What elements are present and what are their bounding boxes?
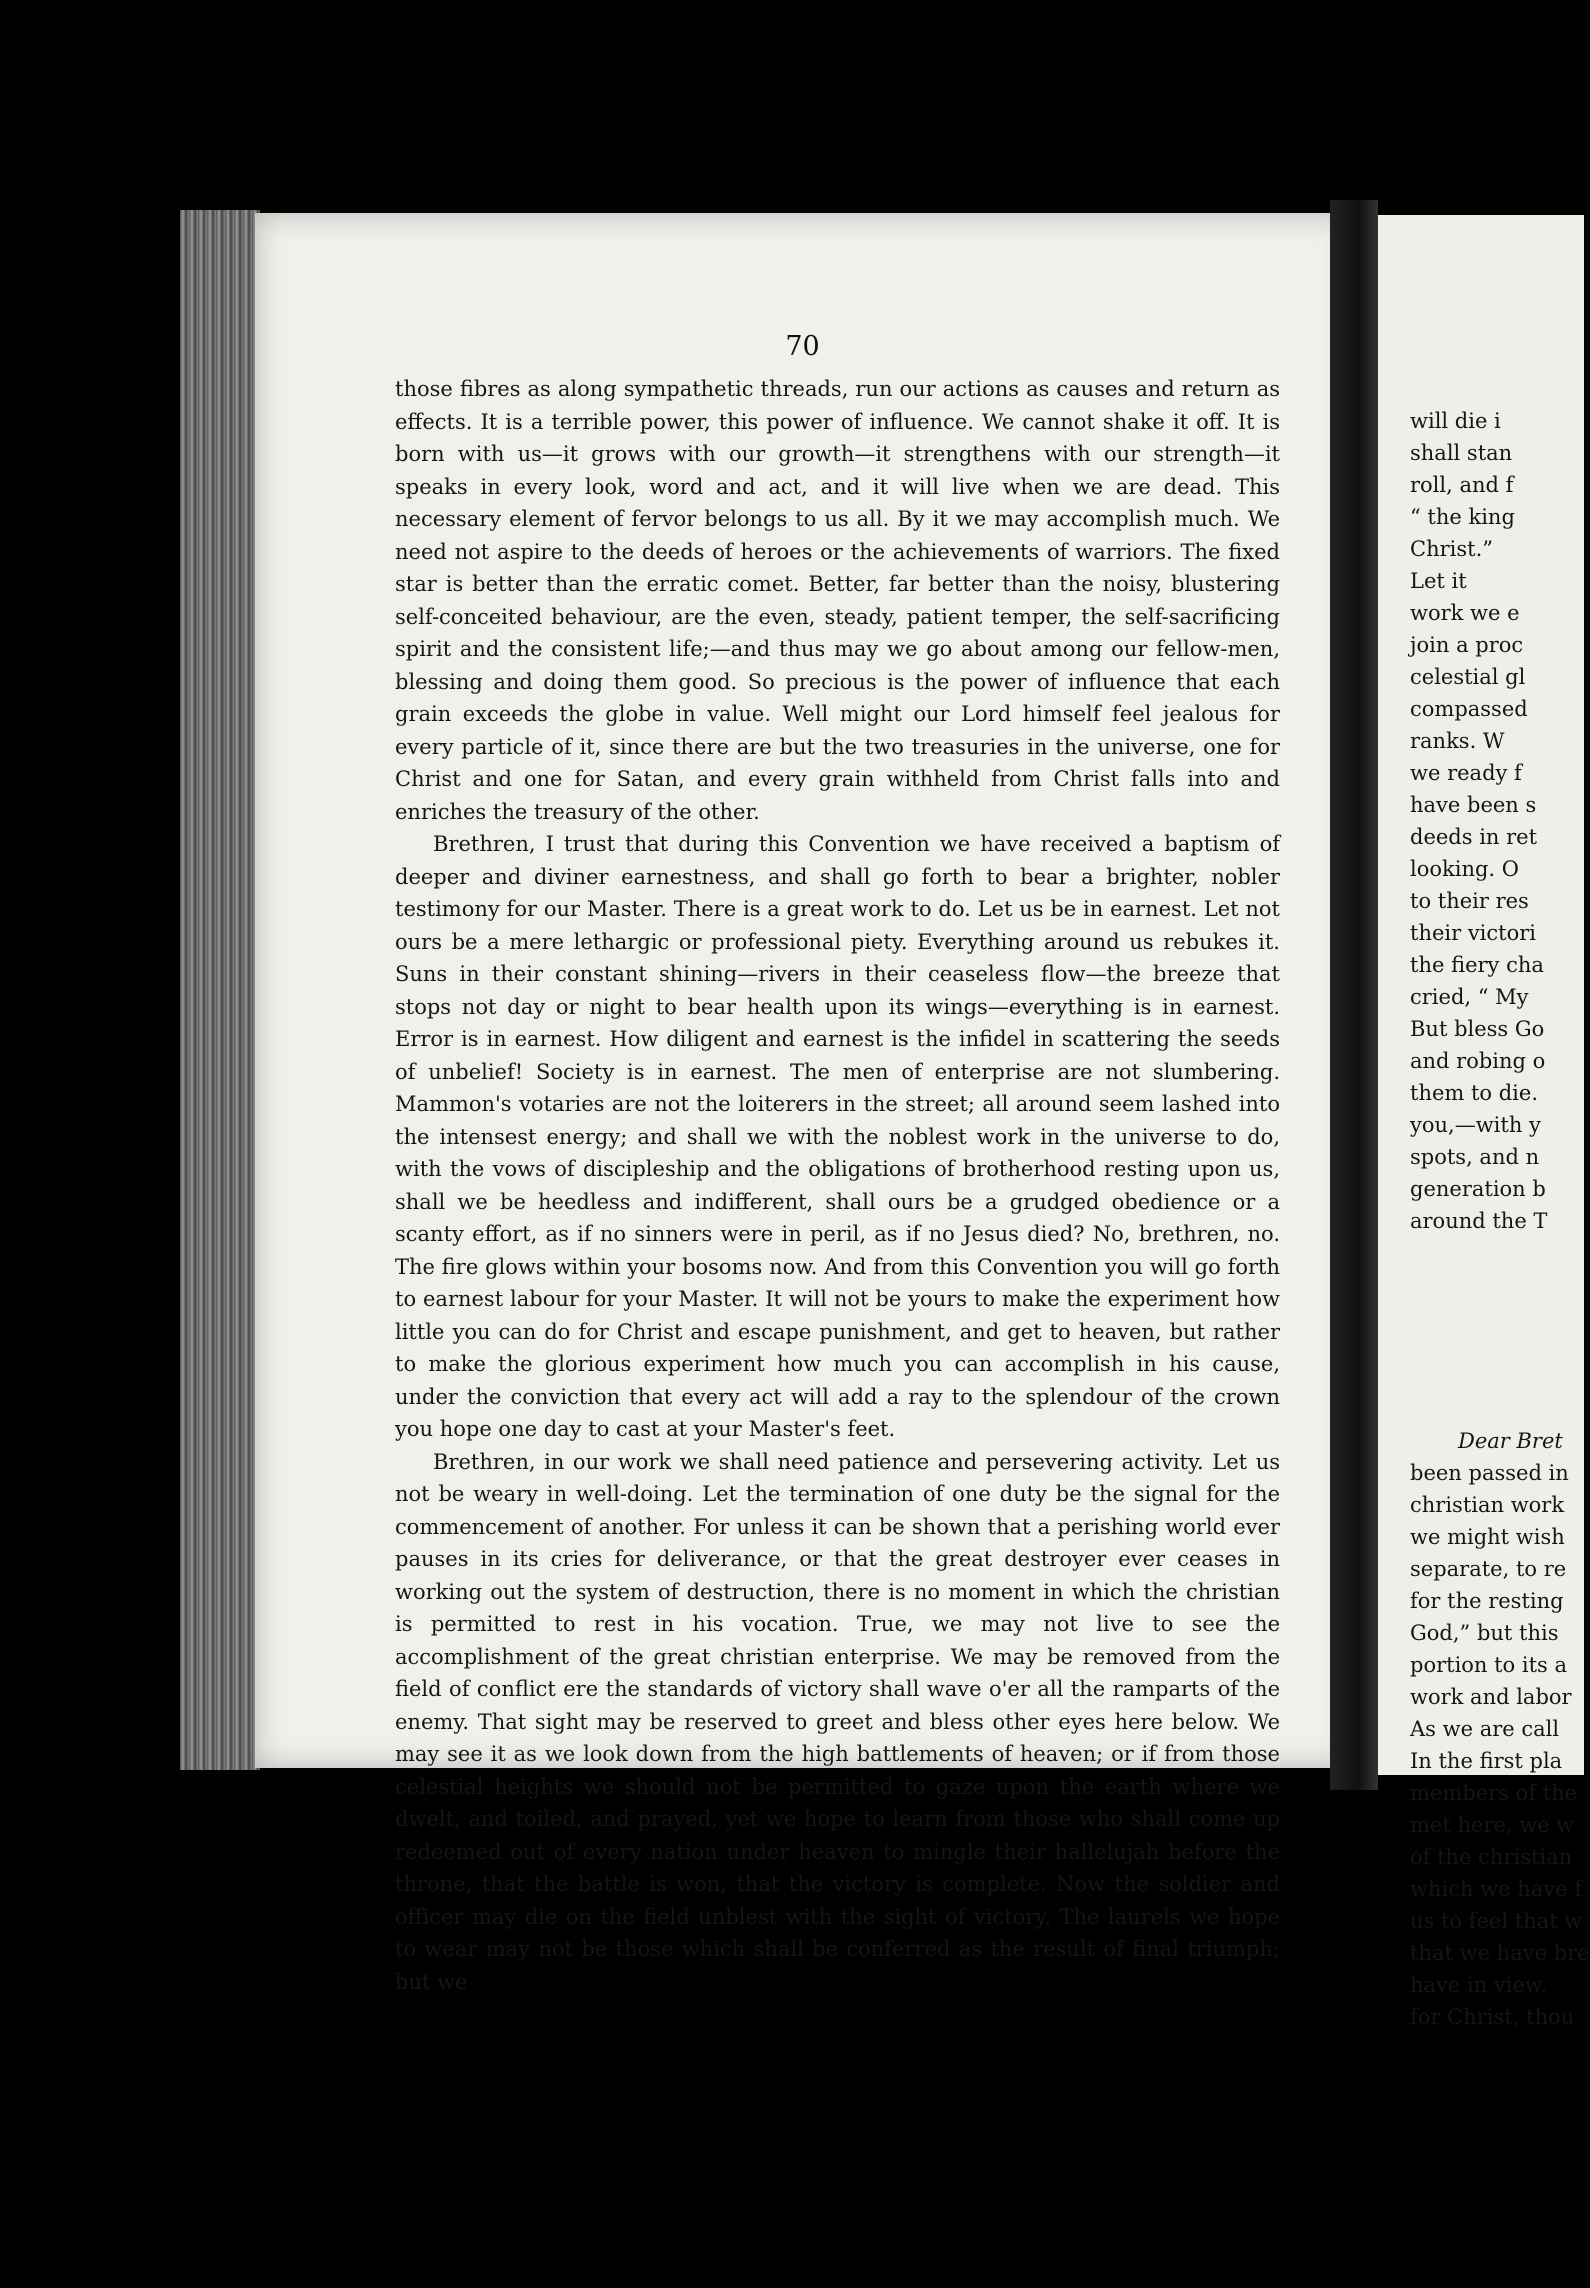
text-line: have in view.: [1410, 1973, 1548, 1997]
text-line: As we are call: [1410, 1717, 1560, 1741]
section-gap: [1410, 1237, 1590, 1425]
text-line: In the first pla: [1410, 1749, 1563, 1773]
text-line: will die i: [1410, 409, 1501, 433]
text-line: have been s: [1410, 793, 1537, 817]
text-line: for the resting: [1410, 1589, 1564, 1613]
text-line: us to feel that w: [1410, 1909, 1583, 1933]
text-line: members of the: [1410, 1781, 1578, 1805]
text-line: roll, and f: [1410, 473, 1514, 497]
text-line: around the T: [1410, 1209, 1548, 1233]
text-line: which we have f: [1410, 1877, 1583, 1901]
text-line: to their res: [1410, 889, 1529, 913]
text-line: that we have bre: [1410, 1941, 1590, 1965]
text-line: been passed in: [1410, 1461, 1569, 1485]
salutation: Dear Bret: [1458, 1429, 1563, 1453]
text-line: portion to its a: [1410, 1653, 1568, 1677]
page-gutter: [1330, 200, 1378, 1790]
text-line: work and labor: [1410, 1685, 1572, 1709]
text-line: we ready f: [1410, 761, 1522, 785]
text-line: work we e: [1410, 601, 1520, 625]
left-page: [255, 213, 1350, 1994]
text-line: Let it: [1410, 569, 1467, 593]
text-line: and robing o: [1410, 1049, 1546, 1073]
text-line: christian work: [1410, 1493, 1565, 1517]
text-line: you,—with y: [1410, 1113, 1541, 1137]
text-line: “ the king: [1410, 505, 1515, 529]
text-line: separate, to re: [1410, 1557, 1567, 1581]
text-line: their victori: [1410, 921, 1536, 945]
text-line: generation b: [1410, 1177, 1546, 1201]
text-line: looking. O: [1410, 857, 1519, 881]
text-line: of the christian: [1410, 1845, 1573, 1869]
text-line: God,” but this: [1410, 1621, 1559, 1645]
text-line: them to die.: [1410, 1081, 1538, 1105]
page-body-text: [395, 373, 1280, 1998]
text-line: cried, “ My: [1410, 985, 1529, 1009]
text-line: ranks. W: [1410, 729, 1505, 753]
text-line: shall stan: [1410, 441, 1513, 465]
right-page-text: [1410, 405, 1590, 2033]
text-line: spots, and n: [1410, 1145, 1540, 1169]
text-line: Christ.”: [1410, 537, 1493, 561]
text-line: deeds in ret: [1410, 825, 1538, 849]
text-line: join a proc: [1410, 633, 1524, 657]
text-line: the fiery cha: [1410, 953, 1544, 977]
right-page-fragment: [1378, 215, 1590, 2029]
text-line: for Christ, thou: [1410, 2005, 1575, 2029]
paragraph-2: Brethren, I trust that during this Convention we have received a baptism of deeper and diviner earnestness, and shall go forth to bear a brighter, nobler testimony for our Master. There is a great work to do. Let us be in earnest. Let not ours be a mere lethargic or professional piety. Everything around us rebukes it. Suns in their constant shining—rivers in their ceaseless flow—the breeze that stops not day or night to bear health upon its wings—everything is in earnest. Error is in earnest. How diligent and earnest is the infidel in scattering the seeds of unbelief! Society is in earnest. The men of enterprise are not slumbering. Mammon's votaries are not the loiterers in the street; all around seem lashed into the intensest energy; and shall we with the noblest work in the universe to do, with the vows of discipleship and the obligations of brotherhood resting upon us, shall we be heedless and indifferent, shall ours be a grudged obedience or a scanty effort, as if no sinners were in peril, as if no Jesus died? No, brethren, no. The fire glows within your bosoms now. And from this Convention you will go forth to earnest labour for your Master. It will not be yours to make the experiment how little you can do for Christ and escape punishment, and get to heaven, but rather to make the glorious experiment how much you can accomplish in his cause, under the conviction that every act will add a ray to the splendour of the crown you hope one day to cast at your Master's feet.: [395, 832, 1280, 1441]
page-number: 70: [785, 331, 820, 362]
paragraph-1: those fibres as along sympathetic threads, run our actions as causes and return as effects. It is a terrible power, this power of influence. We cannot shake it off. It is born with us—it grows with our growth—it strengthens with our strength—it speaks in every look, word and act, and it will live when we are dead. This necessary element of fervor belongs to us all. By it we may accomplish much. We need not aspire to the deeds of heroes or the achievements of warriors. The fixed star is better than the erratic comet. Better, far better than the noisy, blustering self-conceited behaviour, are the even, steady, patient temper, the self-sacrificing spirit and the consistent life;—and thus may we go about among our fellow-men, blessing and doing them good. So precious is the power of influence that each grain exceeds the globe in value. Well might our Lord himself feel jealous for every particle of it, since there are but the two treasuries in the universe, one for Christ and one for Satan, and every grain withheld from Christ falls into and enriches the treasury of the other.: [395, 377, 1280, 824]
text-line: met here, we w: [1410, 1813, 1575, 1837]
text-line: But bless Go: [1410, 1017, 1545, 1041]
paragraph-3: Brethren, in our work we shall need patience and persevering activity. Let us not be weary in well-doing. Let the termination of one duty be the signal for the commencement of another. For unless it can be shown that a perishing world ever pauses in its cries for deliverance, or that the great destroyer ever ceases in working out the system of destruction, there is no moment in which the christian is permitted to rest in his vocation. True, we may not live to see the accomplishment of the great christian enterprise. We may be removed from the field of conflict ere the standards of victory shall wave o'er all the ramparts of the enemy. That sight may be reserved to greet and bless other eyes here below. We may see it as we look down from the high battlements of heaven; or if from those celestial heights we should not be permitted to gaze upon the earth where we dwelt, and toiled, and prayed, yet we hope to learn from those who shall come up redeemed out of every nation under heaven to mingle their hallelujah before the throne, that the battle is won, that the victory is complete. Now the soldier and officer may die on the field unblest with the sight of victory. The laurels we hope to wear may not be those which shall be conferred as the result of final triumph; but we: [395, 1449, 1280, 1994]
text-line: compassed: [1410, 697, 1528, 721]
text-line: celestial gl: [1410, 665, 1526, 689]
text-line: we might wish: [1410, 1525, 1565, 1549]
book-spine-edge: [180, 210, 260, 1770]
